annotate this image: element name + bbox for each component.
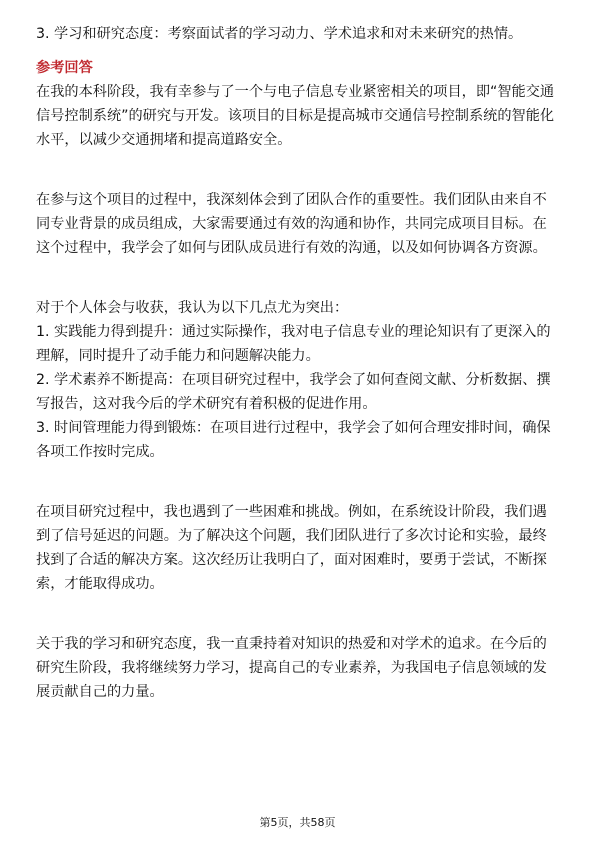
text-line: 展贡献自己的力量。 xyxy=(36,684,164,700)
list-item: 3. 时间管理能力得到锻炼：在项目进行过程中，我学会了如何合理安排时间，确保 xyxy=(36,420,551,436)
text-line: 找到了合适的解决方案。这次经历让我明白了，面对困难时，要勇于尝试，不断探 xyxy=(36,552,547,568)
answer-heading: 参考回答 xyxy=(36,60,93,76)
text-line: 在参与这个项目的过程中，我深刻体会到了团队合作的重要性。我们团队由来自不 xyxy=(36,192,547,208)
text-line: 这个过程中，我学会了如何与团队成员进行有效的沟通，以及如何协调各方资源。 xyxy=(36,240,547,256)
text-line: 关于我的学习和研究态度，我一直秉持着对知识的热爱和对学术的追求。在今后的 xyxy=(36,636,547,652)
list-item: 2. 学术素养不断提高：在项目研究过程中，我学会了如何查阅文献、分析数据、撰 xyxy=(36,372,551,388)
paragraph-1 xyxy=(36,80,560,152)
text-line: 信号控制系统”的研究与开发。该项目的目标是提高城市交通信号控制系统的智能化 xyxy=(36,108,555,124)
document-page xyxy=(36,22,560,704)
intro-item: 3. 学习和研究态度：考察面试者的学习动力、学术追求和对未来研究的热情。 xyxy=(36,26,523,42)
text-line: 到了信号延迟的问题。为了解决这个问题，我们团队进行了多次讨论和实验，最终 xyxy=(36,528,547,544)
text-line: 水平，以减少交通拥堵和提高道路安全。 xyxy=(36,132,292,148)
text-line: 写报告，这对我今后的学术研究有着积极的促进作用。 xyxy=(36,396,377,412)
paragraph-5 xyxy=(36,632,560,704)
text-line: 对于个人体会与收获，我认为以下几点尤为突出： xyxy=(36,300,349,316)
list-item: 1. 实践能力得到提升：通过实际操作，我对电子信息专业的理论知识有了更深入的 xyxy=(36,324,551,340)
text-line: 在我的本科阶段，我有幸参与了一个与电子信息专业紧密相关的项目，即“智能交通 xyxy=(36,84,555,100)
text-line: 同专业背景的成员组成，大家需要通过有效的沟通和协作，共同完成项目目标。在 xyxy=(36,216,547,232)
paragraph-2 xyxy=(36,188,560,260)
text-line: 索，才能取得成功。 xyxy=(36,576,164,592)
paragraph-3 xyxy=(36,296,560,464)
paragraph-4 xyxy=(36,500,560,596)
text-line: 各项工作按时完成。 xyxy=(36,444,164,460)
text-line: 在项目研究过程中，我也遇到了一些困难和挑战。例如，在系统设计阶段，我们遇 xyxy=(36,504,547,520)
text-line: 研究生阶段，我将继续努力学习，提高自己的专业素养，为我国电子信息领域的发 xyxy=(36,660,547,676)
page-number: 第5页，共58页 xyxy=(259,816,336,829)
text-line: 理解，同时提升了动手能力和问题解决能力。 xyxy=(36,348,320,364)
